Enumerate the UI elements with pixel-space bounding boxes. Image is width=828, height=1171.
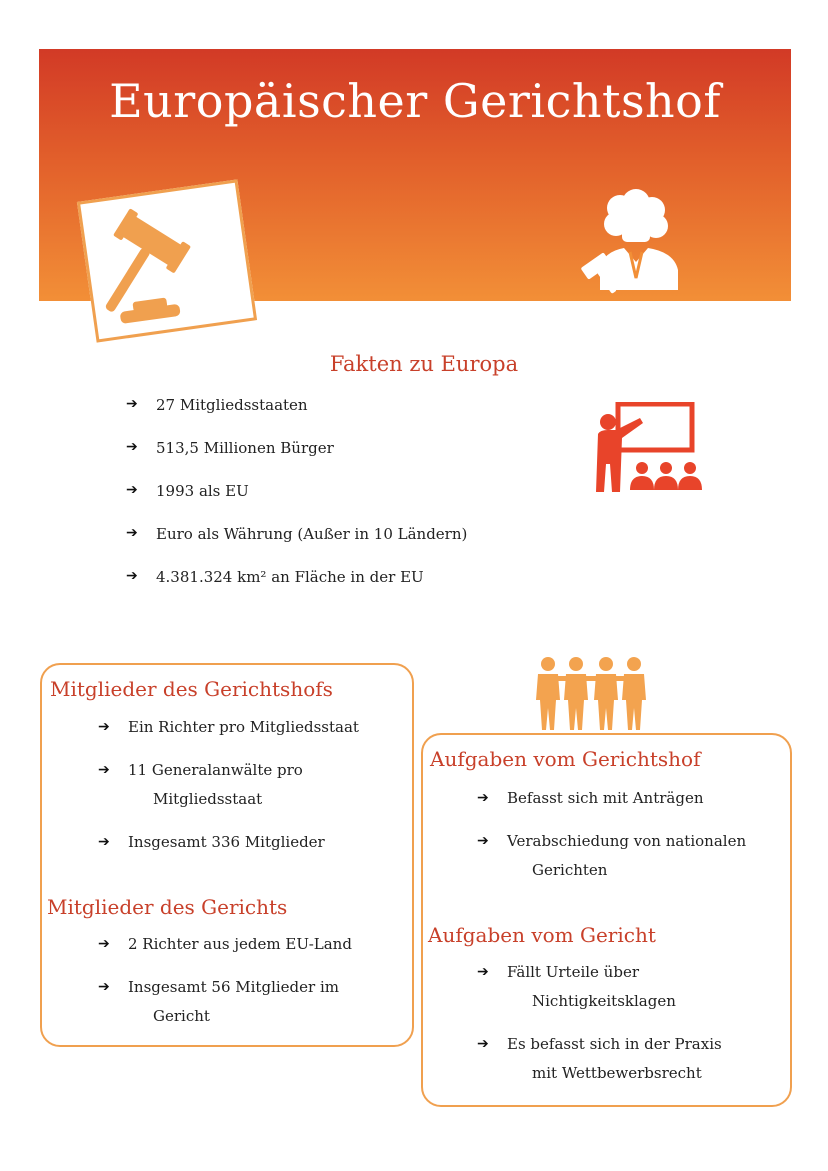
tasks-box: [421, 733, 792, 1107]
list-item: ➔ Euro als Währung (Außer in 10 Ländern): [126, 525, 468, 543]
section-title: Mitglieder des Gerichts: [47, 895, 288, 919]
list-item: ➔ Verabschiedung von nationalen Gerichten: [477, 827, 746, 885]
arrow-icon: ➔: [477, 1036, 489, 1052]
teacher-presentation-icon: [594, 402, 704, 494]
arrow-icon: ➔: [98, 979, 110, 995]
people-group-icon: [528, 656, 656, 732]
arrow-icon: ➔: [98, 719, 110, 735]
arrow-icon: ➔: [126, 396, 138, 412]
list-item: ➔ 513,5 Millionen Bürger: [126, 439, 334, 457]
arrow-icon: ➔: [126, 568, 138, 584]
section-title: Mitglieder des Gerichtshofs: [50, 677, 333, 701]
arrow-icon: ➔: [126, 525, 138, 541]
members-court-list: [98, 713, 359, 857]
arrow-icon: ➔: [477, 833, 489, 849]
arrow-icon: ➔: [126, 439, 138, 455]
list-item: ➔ 1993 als EU: [126, 482, 249, 500]
list-item: ➔ Insgesamt 56 Mitglieder im Gericht: [98, 973, 352, 1031]
page-title: Europäischer Gerichtshof: [109, 74, 721, 128]
section-title: Aufgaben vom Gericht: [428, 923, 656, 947]
arrow-icon: ➔: [477, 790, 489, 806]
list-item: ➔ 4.381.324 km² an Fläche in der EU: [126, 568, 424, 586]
gavel-icon: [80, 183, 253, 339]
list-item: ➔ Insgesamt 336 Mitglieder: [98, 828, 359, 857]
list-item: ➔ Es befasst sich in der Praxis mit Wettbewerbsrecht: [477, 1030, 722, 1088]
arrow-icon: ➔: [477, 964, 489, 980]
list-item: ➔ 2 Richter aus jedem EU-Land: [98, 930, 352, 959]
list-item: ➔ Befasst sich mit Anträgen: [477, 784, 746, 813]
members-general-court-list: [98, 930, 352, 1031]
arrow-icon: ➔: [98, 834, 110, 850]
judge-icon: [578, 186, 690, 294]
gavel-card: [77, 179, 257, 342]
arrow-icon: ➔: [126, 482, 138, 498]
list-item: ➔ 11 Generalanwälte pro Mitgliedsstaat: [98, 756, 359, 814]
list-item: ➔ Fällt Urteile über Nichtigkeitsklagen: [477, 958, 722, 1016]
arrow-icon: ➔: [98, 762, 110, 778]
tasks-court-list: [477, 784, 746, 885]
facts-list: [126, 396, 467, 611]
list-item: ➔ 27 Mitgliedsstaaten: [126, 396, 308, 414]
list-item: ➔ Ein Richter pro Mitgliedsstaat: [98, 713, 359, 742]
tasks-general-court-list: [477, 958, 722, 1088]
members-box: [40, 663, 414, 1047]
facts-title: Fakten zu Europa: [329, 352, 519, 376]
arrow-icon: ➔: [98, 936, 110, 952]
section-title: Aufgaben vom Gerichtshof: [430, 747, 701, 771]
